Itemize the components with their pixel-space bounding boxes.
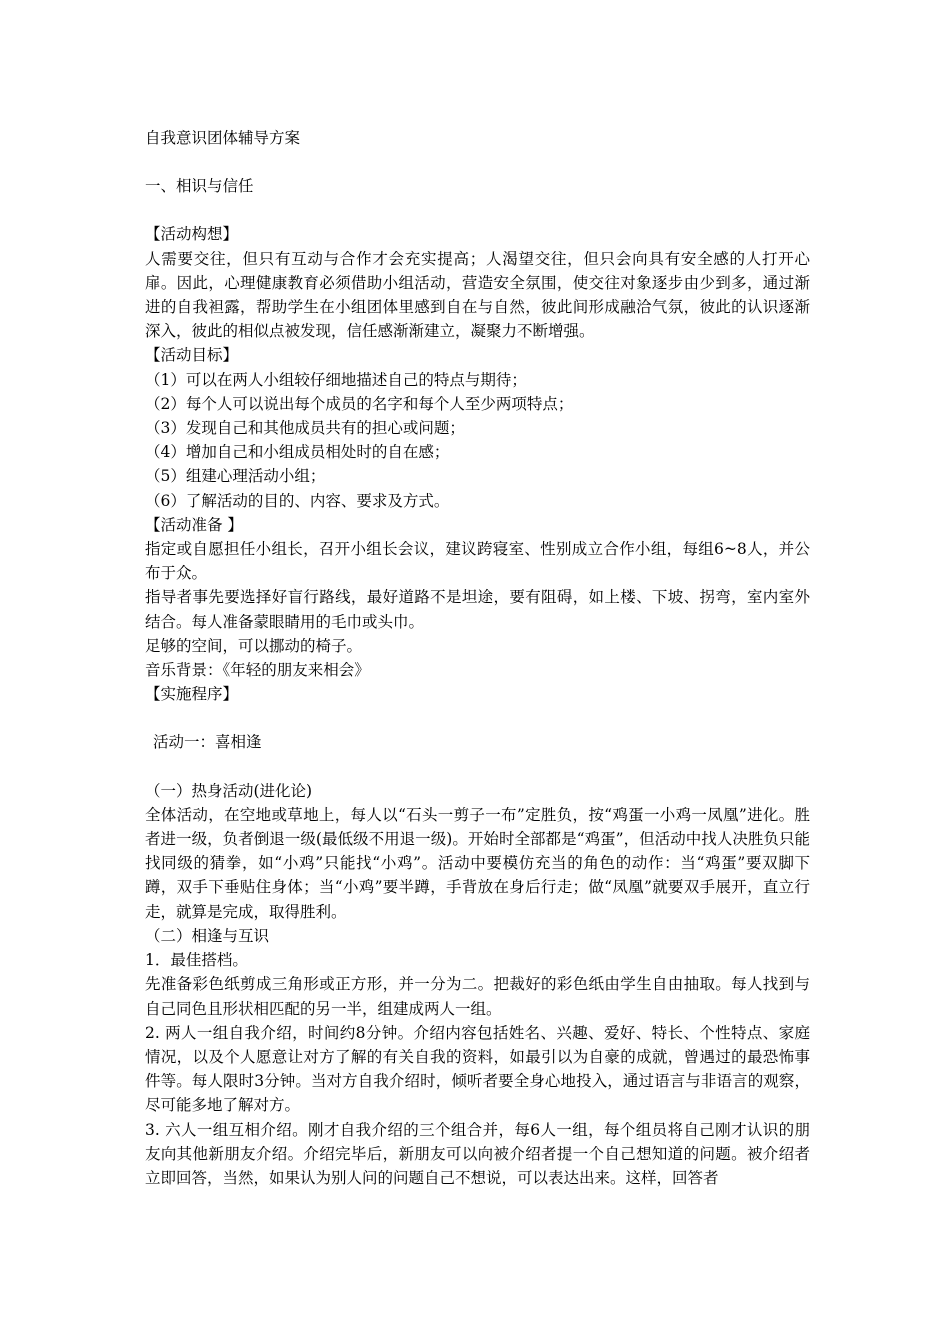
heading-procedure: 【实施程序】 xyxy=(145,685,239,704)
step-title: 1．最佳搭档。 xyxy=(145,951,248,970)
doc-title: 自我意识团体辅导方案 xyxy=(145,129,301,147)
document-body xyxy=(145,126,810,1190)
goal-item: （6）了解活动的目的、内容、要求及方式。 xyxy=(145,491,450,510)
goal-item: （5）组建心理活动小组； xyxy=(145,467,326,486)
subheading-warmup: （一）热身活动(进化论) xyxy=(145,781,313,800)
paragraph-warmup: 全体活动，在空地或草地上，每人以“石头一剪子一布”定胜负，按“鸡蛋一小鸡一凤凰”进化。胜者进一级，负者倒退一级(最低级不用退一级)。开始时全部都是“鸡蛋”，但活动中找人决胜负只能找同级的猜拳，如“小鸡”只能找“小鸡”。活动中要模仿充当的角色的动作：当“鸡蛋”要双脚下蹲，双手下垂贴住身体；当“小鸡”要半蹲，手背放在身后行走；做“凤凰”就要双手展开，直立行走，就算是完成，取得胜利。 xyxy=(145,805,810,921)
heading-concept: 【活动构想】 xyxy=(145,225,239,244)
section-heading: 一、相识与信任 xyxy=(145,177,254,196)
activity-heading: 活动一：喜相逢 xyxy=(153,733,262,752)
paragraph-step-3: 3. 六人一组互相介绍。刚才自我介绍的三个组合并，每6人一组，每个组员将自己刚才认识的朋友向其他新朋友介绍。介绍完毕后，新朋友可以向被介绍者提一个自己想知道的问题。被介绍者立即回答，当然，如果认为别人问的问题自己不想说，可以表达出来。这样，回答者 xyxy=(145,1120,810,1187)
paragraph-prep-1: 指定或自愿担任小组长，召开小组长会议，建议跨寝室、性别成立合作小组，每组6~8人，并公布于众。 xyxy=(145,540,810,583)
paragraph-step-1: 先准备彩色纸剪成三角形或正方形，并一分为二。把裁好的彩色纸由学生自由抽取。每人找到与自己同色且形状相匹配的另一半，组建成两人一组。 xyxy=(145,975,810,1018)
heading-goals: 【活动目标】 xyxy=(145,346,239,365)
subheading-meet: （二）相逢与互识 xyxy=(145,926,270,945)
goal-item: （3）发现自己和其他成员共有的担心或问题； xyxy=(145,419,465,438)
goal-item: （1）可以在两人小组较仔细地描述自己的特点与期待； xyxy=(145,370,527,389)
goal-item: （4）增加自己和小组成员相处时的自在感； xyxy=(145,443,450,462)
paragraph-concept: 人需要交往，但只有互动与合作才会充实提高；人渴望交往，但只会向具有安全感的人打开心扉。因此，心理健康教育必须借助小组活动，营造安全氛围，使交往对象逐步由少到多，通过渐进的自我袒露，帮助学生在小组团体里感到自在与自然，彼此间形成融洽气氛，彼此的认识逐渐深入，彼此的相似点被发现，信任感渐渐建立，凝聚力不断增强。 xyxy=(145,249,810,341)
paragraph-prep-3: 足够的空间，可以挪动的椅子。 xyxy=(145,636,363,655)
paragraph-prep-2: 指导者事先要选择好盲行路线，最好道路不是坦途，要有阻碍，如上楼、下坡、拐弯，室内室外结合。每人准备蒙眼睛用的毛巾或头巾。 xyxy=(145,588,810,631)
heading-prep: 【活动准备 】 xyxy=(145,515,243,534)
paragraph-step-2: 2. 两人一组自我介绍，时间约8分钟。介绍内容包括姓名、兴趣、爱好、特长、个性特点、家庭情况，以及个人愿意让对方了解的有关自我的资料，如最引以为自豪的成就，曾遇过的最恐怖事件等。每人限时3分钟。当对方自我介绍时，倾听者要全身心地投入，通过语言与非语言的观察，尽可能多地了解对方。 xyxy=(145,1023,810,1115)
goal-item: （2）每个人可以说出每个成员的名字和每个人至少两项特点； xyxy=(145,394,574,413)
paragraph-prep-4: 音乐背景：《年轻的朋友来相会》 xyxy=(145,661,370,680)
